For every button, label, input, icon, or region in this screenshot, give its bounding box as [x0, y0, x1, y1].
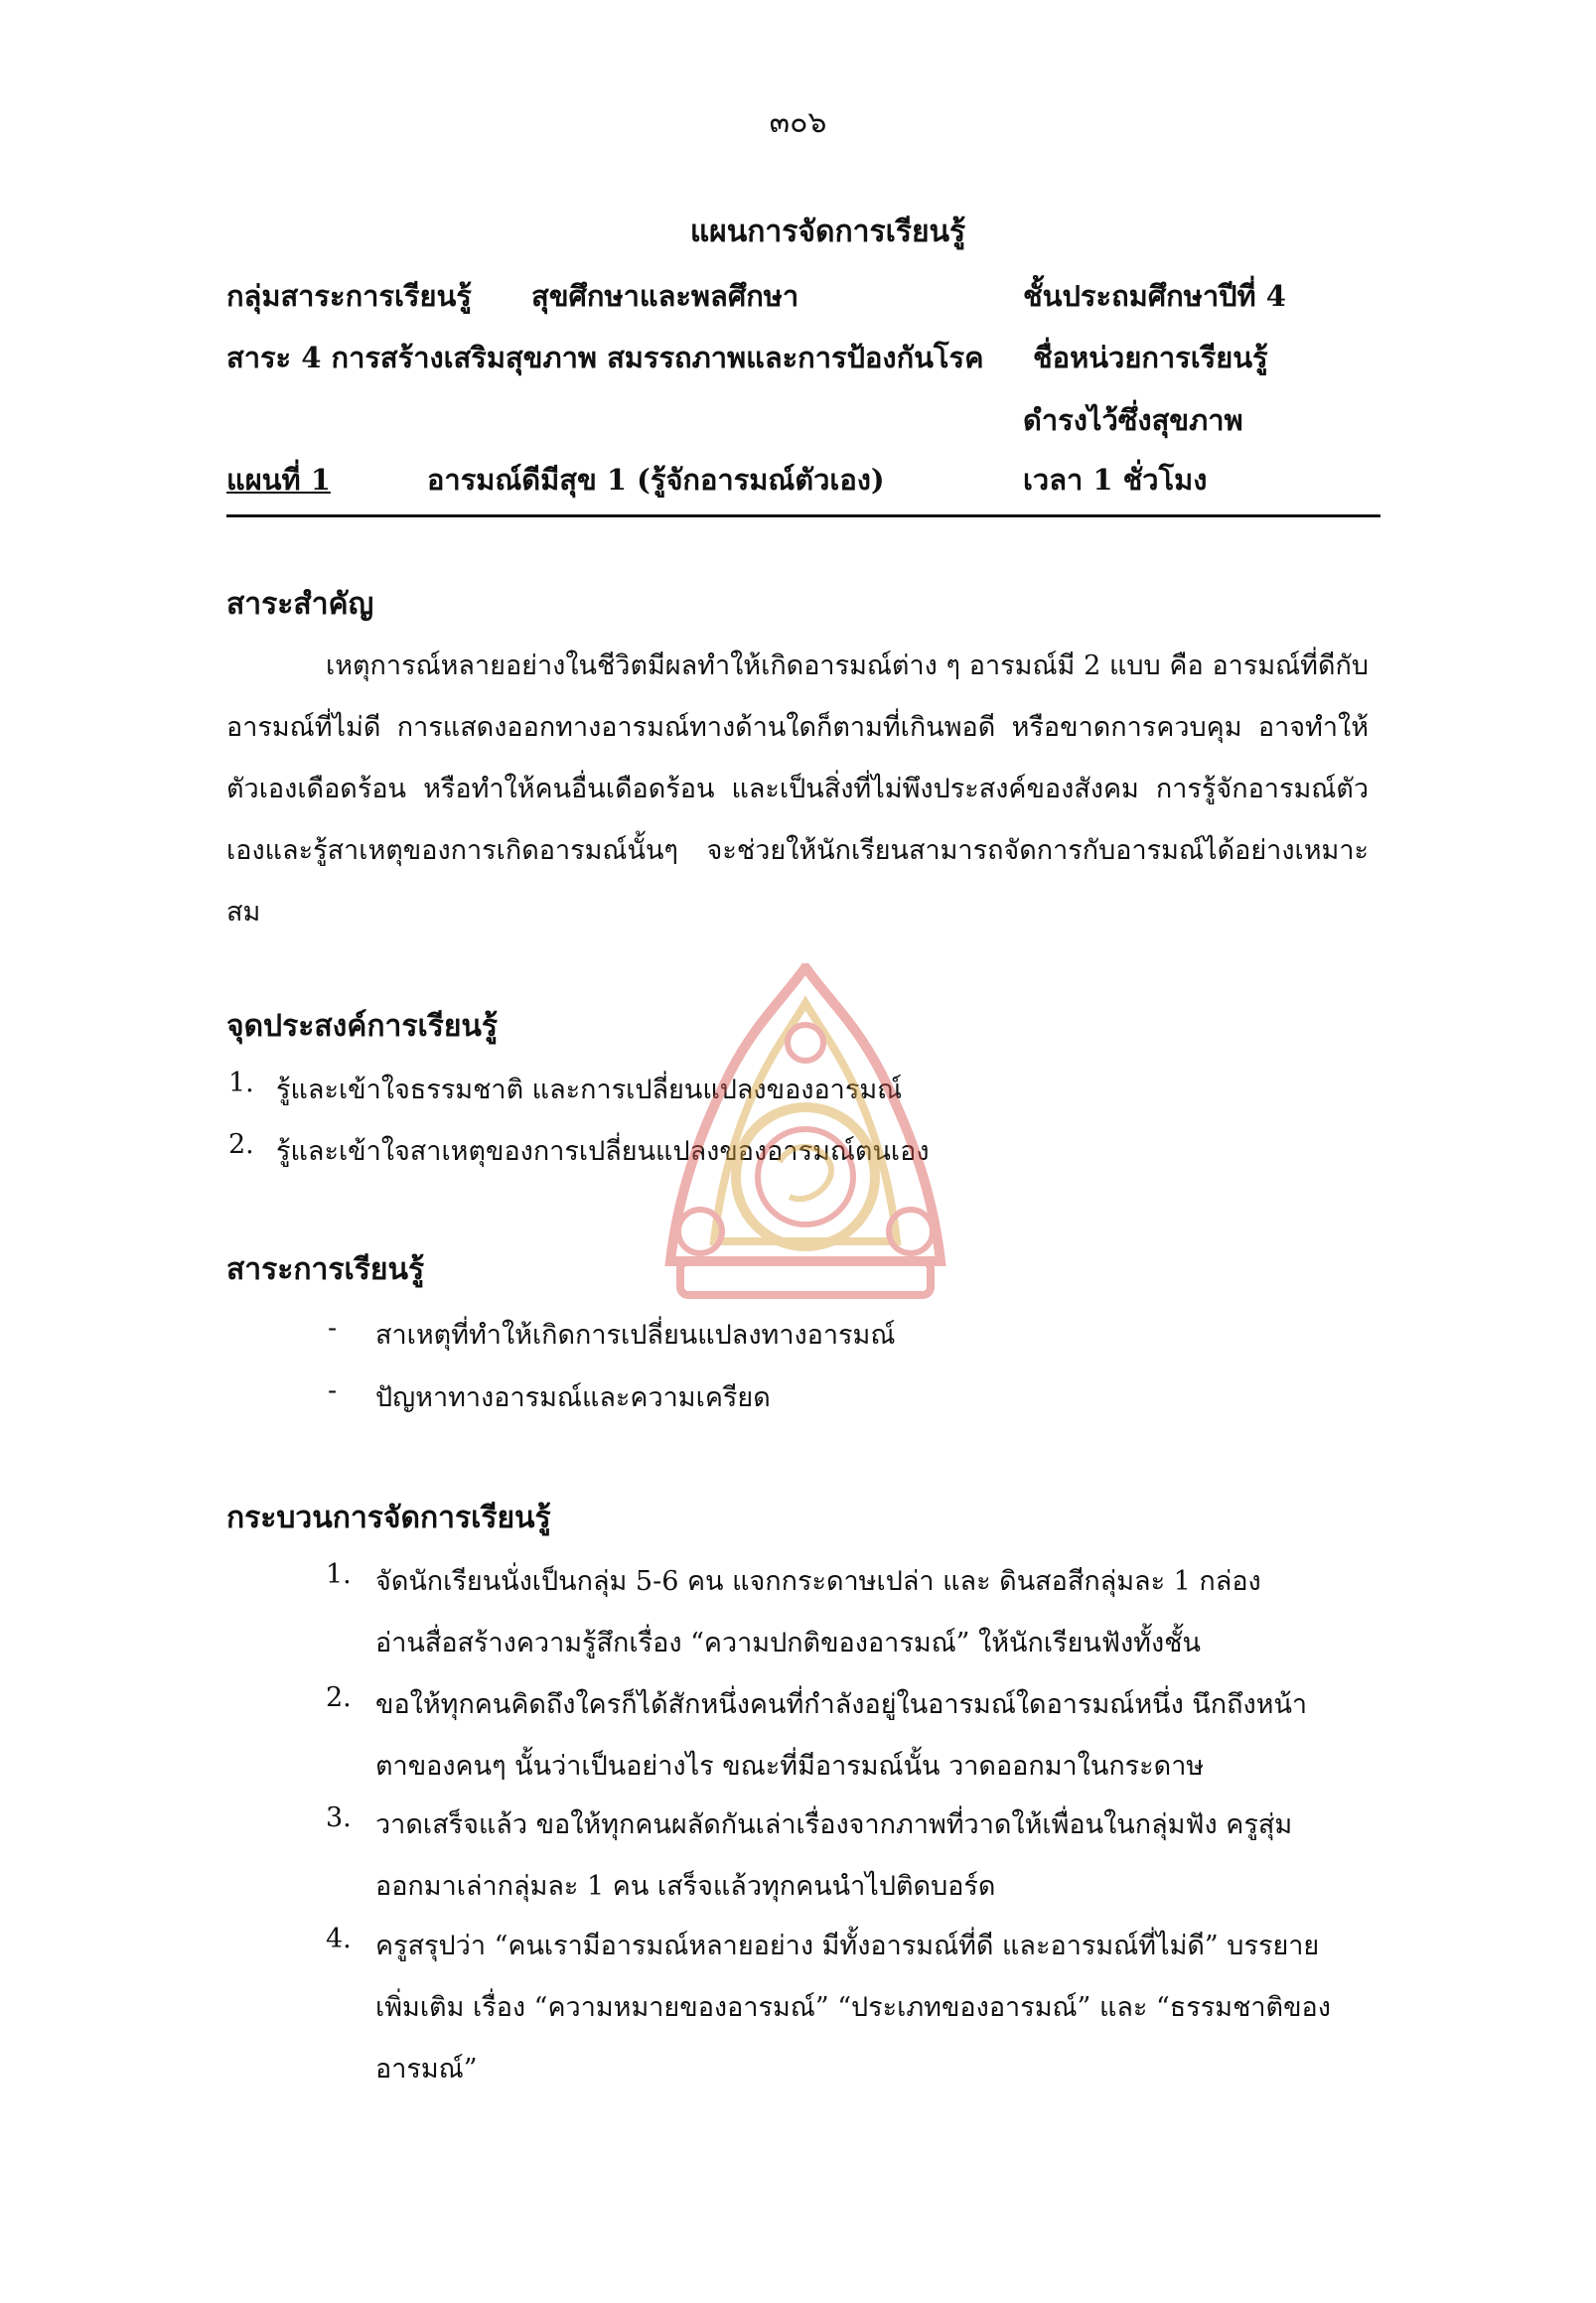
- objective-number: 2.: [228, 1129, 254, 1160]
- emblem-watermark: [660, 963, 950, 1311]
- process-number: 4.: [326, 1924, 352, 1954]
- objective-text: รู้และเข้าใจสาเหตุของการเปลี่ยนแปลงของอารมณ์ตนเอง: [276, 1136, 930, 1167]
- time-allotment: เวลา 1 ชั่วโมง: [1023, 463, 1208, 497]
- objective-text: รู้และเข้าใจธรรมชาติ และการเปลี่ยนแปลงของอารมณ์: [276, 1075, 903, 1105]
- subject-group-label: กลุ่มสาระการเรียนรู้: [226, 279, 472, 313]
- objectives-heading: จุดประสงค์การเรียนรู้: [226, 1009, 499, 1044]
- process-heading: กระบวนการจัดการเรียนรู้: [226, 1501, 551, 1535]
- key-concept-paragraph: เหตุการณ์หลายอย่างในชีวิตมีผลทำให้เกิดอารมณ์ต่าง ๆ อารมณ์มี 2 แบบ คือ อารมณ์ที่ดีกับอารมณ์ที่ไม่ดี การแสดงออกทางอารมณ์ทางด้านใดก็ตามที่เกินพอดี หรือขาดการควบคุม อาจทำให้ตัวเองเดือดร้อน หรือทำให้คนอื่นเดือดร้อน และเป็นสิ่งที่ไม่พึงประสงค์ของสังคม การรู้จักอารมณ์ตัวเองและรู้สาเหตุของการเกิดอารมณ์นั้นๆ จะช่วยให้นักเรียนสามารถจัดการกับอารมณ์ได้อย่างเหมาะสม: [226, 650, 1369, 928]
- process-number: 2.: [326, 1682, 352, 1713]
- process-line: ตาของคนๆ นั้นว่าเป็นอย่างไร ขณะที่มีอารมณ์นั้น วาดออกมาในกระดาษ: [375, 1751, 1205, 1782]
- content-text: ปัญหาทางอารมณ์และความเครียด: [375, 1382, 771, 1413]
- content-bullet: -: [328, 1375, 338, 1406]
- objective-number: 1.: [228, 1068, 254, 1098]
- subject-group-value: สุขศึกษาและพลศึกษา: [531, 279, 799, 313]
- strand: สาระ 4 การสร้างเสริมสุขภาพ สมรรถภาพและการป้องกันโรค: [226, 341, 984, 374]
- process-number: 1.: [326, 1559, 352, 1590]
- process-line: อ่านสื่อสร้างความรู้สึกเรื่อง “ความปกติของอารมณ์” ให้นักเรียนฟังทั้งชั้น: [375, 1628, 1201, 1658]
- process-line: ขอให้ทุกคนคิดถึงใครก็ได้สักหนึ่งคนที่กำลังอยู่ในอารมณ์ใดอารมณ์หนึ่ง นึกถึงหน้า: [375, 1689, 1308, 1720]
- header-divider: [226, 514, 1380, 517]
- unit-name: ดำรงไว้ซึ่งสุขภาพ: [1023, 403, 1243, 437]
- process-line: จัดนักเรียนนั่งเป็นกลุ่ม 5-6 คน แจกกระดาษเปล่า และ ดินสอสีกลุ่มละ 1 กล่อง: [375, 1566, 1261, 1597]
- document-title: แผนการจัดการเรียนรู้: [689, 215, 966, 249]
- process-line: ออกมาเล่ากลุ่มละ 1 คน เสร็จแล้วทุกคนนำไปติดบอร์ด: [375, 1871, 996, 1902]
- page-number: ๓๐๖: [769, 105, 827, 140]
- plan-label: แผนที่ 1: [226, 463, 331, 497]
- key-concept-heading: สาระสำคัญ: [226, 587, 374, 622]
- process-line: วาดเสร็จแล้ว ขอให้ทุกคนผลัดกันเล่าเรื่องจากภาพที่วาดให้เพื่อนในกลุ่มฟัง ครูสุ่ม: [375, 1809, 1293, 1840]
- process-line: อารมณ์”: [375, 2054, 478, 2085]
- process-number: 3.: [326, 1802, 352, 1833]
- content-text: สาเหตุที่ทำให้เกิดการเปลี่ยนแปลงทางอารมณ์: [375, 1320, 896, 1351]
- content-heading: สาระการเรียนรู้: [226, 1252, 425, 1287]
- unit-label: ชื่อหน่วยการเรียนรู้: [1033, 341, 1268, 374]
- content-bullet: -: [328, 1313, 338, 1344]
- process-line: เพิ่มเติม เรื่อง “ความหมายของอารมณ์” “ประเภทของอารมณ์” และ “ธรรมชาติของ: [375, 1992, 1331, 2023]
- grade-level: ชั้นประถมศึกษาปีที่ 4: [1023, 279, 1286, 313]
- plan-title: อารมณ์ดีมีสุข 1 (รู้จักอารมณ์ตัวเอง): [427, 463, 885, 497]
- process-line: ครูสรุปว่า “คนเรามีอารมณ์หลายอย่าง มีทั้งอารมณ์ที่ดี และอารมณ์ที่ไม่ดี” บรรยาย: [375, 1931, 1320, 1961]
